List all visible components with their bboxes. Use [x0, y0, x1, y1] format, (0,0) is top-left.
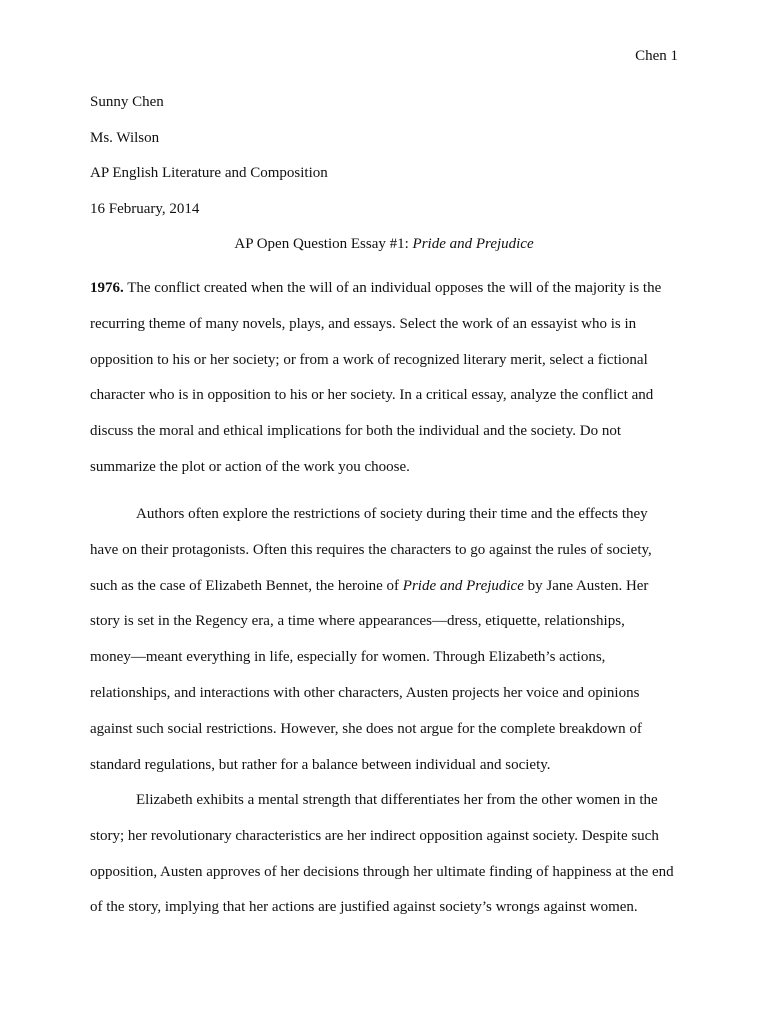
- title-work: Pride and Prejudice: [412, 236, 534, 252]
- paragraph-line: of the story, implying that her actions are justified against society’s wrongs against women.: [90, 899, 638, 916]
- paragraph-line: money—meant everything in life, especially for women. Through Elizabeth’s actions,: [90, 649, 606, 666]
- course-name: AP English Literature and Composition: [90, 165, 328, 181]
- paragraph-line: have on their protagonists. Often this requires the characters to go against the rules of society,: [90, 541, 652, 558]
- prompt-line: discuss the moral and ethical implications for both the individual and the society. Do not: [90, 423, 621, 440]
- author-name: Sunny Chen: [90, 94, 164, 110]
- prompt-line: summarize the plot or action of the work you choose.: [90, 458, 410, 475]
- teacher-name: Ms. Wilson: [90, 130, 160, 146]
- prompt-year: 1976.: [90, 280, 124, 296]
- page-header: Chen 1: [635, 48, 678, 64]
- essay-date: 16 February, 2014: [90, 201, 200, 217]
- prompt-line-text: The conflict created when the will of an individual opposes the will of the majority is the: [123, 280, 662, 296]
- paragraph-line: story; her revolutionary characteristics are her indirect opposition against society. Despite such: [90, 827, 659, 844]
- paragraph-line: opposition, Austen approves of her decisions through her ultimate finding of happiness at the end: [90, 863, 674, 880]
- paragraph-line: story is set in the Regency era, a time where appearances—dress, etiquette, relationships,: [90, 613, 625, 630]
- prompt-line: recurring theme of many novels, plays, and essays. Select the work of an essayist who is in: [90, 315, 637, 332]
- title-prefix: AP Open Question Essay #1:: [234, 236, 413, 252]
- prompt-line: opposition to his or her society; or from a work of recognized literary merit, select a fictional: [90, 351, 648, 368]
- paragraph-line: Authors often explore the restrictions of society during their time and the effects they: [136, 506, 648, 522]
- prompt-line: [90, 271, 690, 307]
- paragraph-line: [90, 569, 690, 605]
- essay-title: [90, 235, 678, 253]
- body-paragraph-1: [90, 497, 690, 783]
- paragraph-line: relationships, and interactions with other characters, Austen projects her voice and opinions: [90, 684, 640, 701]
- book-title: Pride and Prejudice: [402, 577, 524, 594]
- prompt-line: character who is in opposition to his or her society. In a critical essay, analyze the conflict and: [90, 387, 654, 404]
- paragraph-text: by Jane Austen. Her: [523, 577, 649, 594]
- essay-prompt: [90, 271, 690, 486]
- paragraph-line: standard regulations, but rather for a balance between individual and society.: [90, 756, 551, 773]
- body-paragraph-2: [90, 783, 690, 926]
- paragraph-text: such as the case of Elizabeth Bennet, the heroine of: [90, 577, 403, 594]
- paragraph-line: Elizabeth exhibits a mental strength that differentiates her from the other women in the: [136, 792, 658, 808]
- paragraph-line: against such social restrictions. However, she does not argue for the complete breakdown of: [90, 720, 642, 737]
